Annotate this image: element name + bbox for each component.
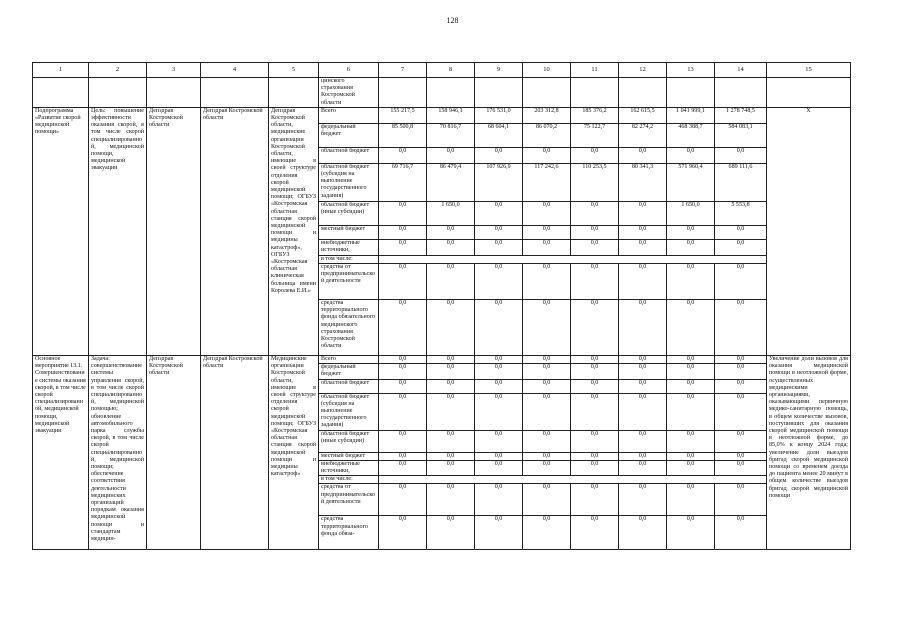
value-cell: 0,0: [523, 201, 571, 225]
value-cell: 86 479,4: [427, 163, 475, 201]
empty-cell: [33, 78, 89, 108]
value-cell: 0,0: [667, 225, 715, 239]
value-cell: 0,0: [427, 147, 475, 163]
funding-source: Всего: [319, 107, 379, 123]
value-cell: 0,0: [379, 356, 427, 364]
value-cell: 1 650,0: [427, 201, 475, 225]
budget-table: [32, 62, 851, 550]
value-cell: 1 041 999,1: [667, 107, 715, 123]
value-cell: 0,0: [475, 201, 523, 225]
value-cell: 0,0: [715, 356, 767, 364]
value-cell: 571 960,4: [667, 163, 715, 201]
value-cell: 0,0: [379, 201, 427, 225]
value-cell: 0,0: [619, 356, 667, 364]
value-cell: 0,0: [667, 460, 715, 475]
value-cell: 0,0: [571, 430, 619, 452]
value-cell: 0,0: [619, 484, 667, 516]
value-cell: 0,0: [475, 379, 523, 393]
value-cell: 1 278 748,5: [715, 107, 767, 123]
value-cell: 0,0: [571, 364, 619, 379]
value-cell: 0,0: [379, 460, 427, 475]
value-cell: 0,0: [475, 393, 523, 430]
column-number: 12: [619, 63, 667, 78]
value-cell: 155 217,5: [379, 107, 427, 123]
value-cell: 0,0: [619, 393, 667, 430]
goal-task: Задача: совершенствование системы управления скорой, в том числе скорой специализированной, медицинской помощью; обновление автомобильного парка службы скорой, в том числе скорой специализированной, медицинской помощи; обеспечение соответствия деятельности медицинских организаций порядкам оказания медицинской помощи и стандартам медицин-: [89, 356, 147, 550]
value-cell: 0,0: [619, 225, 667, 239]
funding-source: местный бюджет: [319, 225, 379, 239]
value-cell: 0,0: [715, 452, 767, 460]
value-cell: 203 312,8: [523, 107, 571, 123]
value-cell: 0,0: [667, 356, 715, 364]
value-cell: 0,0: [475, 225, 523, 239]
value-cell: 162 615,5: [619, 107, 667, 123]
value-cell: 82 274,2: [619, 123, 667, 147]
value-cell: 0,0: [571, 379, 619, 393]
funding-source: областной бюджет (иные субсидии): [319, 201, 379, 225]
value-cell: 117 242,6: [523, 163, 571, 201]
column-number: 6: [319, 63, 379, 78]
value-cell: 85 500,8: [379, 123, 427, 147]
value-cell: 0,0: [475, 484, 523, 516]
value-cell: 0,0: [619, 379, 667, 393]
value-cell: 0,0: [523, 516, 571, 550]
column-number: 1: [33, 63, 89, 78]
funding-source: внебюджетные источники,: [319, 239, 379, 255]
program-name: Подпрограмма «Развитие скорой медицинской помощи»: [33, 107, 89, 355]
funding-source: средства территориального фонда обяза-: [319, 516, 379, 550]
value-cell: 0,0: [523, 300, 571, 356]
value-cell: 0,0: [475, 516, 523, 550]
value-cell: 0,0: [379, 239, 427, 255]
value-cell: 0,0: [475, 264, 523, 300]
value-cell: 689 111,6: [715, 163, 767, 201]
participants: Депздрав Костромской области, медицинские организации Костромской области, имеющие в своей структуре отделения скорой медицинской помощи; ОГБУЗ «Костромская областная станция скорой медицинской помощи и медицины катастроф», ОГБУЗ «Костромская областная клиническая больница имени Королева Е.И.»: [269, 107, 319, 355]
responsible-executor: Депздрав Костромской области: [147, 356, 201, 550]
value-cell: 0,0: [619, 460, 667, 475]
value-cell: 0,0: [427, 264, 475, 300]
column-number: 4: [201, 63, 269, 78]
value-cell: 0,0: [571, 264, 619, 300]
column-number: 9: [475, 63, 523, 78]
empty-cell: [475, 78, 523, 108]
value-cell: 0,0: [475, 239, 523, 255]
value-cell: 0,0: [571, 393, 619, 430]
participants: Медицинские организации Костромской области, имеющие в своей структуре отделения скорой медицинской помощи; ОГБУЗ «Костромская областная станция скорой медицинской помощи и медицины катастроф»: [269, 356, 319, 550]
column-number: 5: [269, 63, 319, 78]
value-cell: 0,0: [715, 484, 767, 516]
value-cell: 0,0: [379, 393, 427, 430]
value-cell: 0,0: [523, 452, 571, 460]
value-cell: 0,0: [427, 364, 475, 379]
column-number: 7: [379, 63, 427, 78]
value-cell: 0,0: [619, 264, 667, 300]
value-cell: 0,0: [427, 452, 475, 460]
empty-value-cell: [379, 255, 767, 263]
value-cell: 0,0: [667, 430, 715, 452]
funding-source: внебюджетные источники,: [319, 460, 379, 475]
funding-source: областной бюджет (субсидия на выполнение государственного задания): [319, 393, 379, 430]
empty-cell: [379, 78, 427, 108]
value-cell: 0,0: [523, 430, 571, 452]
value-cell: 0,0: [427, 300, 475, 356]
coexecutor: Депздрав Костромской области: [201, 356, 269, 550]
value-cell: 0,0: [523, 356, 571, 364]
value-cell: 86 070,2: [523, 123, 571, 147]
funding-source: в том числе:: [319, 255, 379, 263]
value-cell: 0,0: [427, 379, 475, 393]
value-cell: 158 946,1: [427, 107, 475, 123]
value-cell: 0,0: [667, 452, 715, 460]
value-cell: 0,0: [715, 147, 767, 163]
funding-source: Всего: [319, 356, 379, 364]
value-cell: 0,0: [667, 516, 715, 550]
table-row: [33, 107, 851, 123]
empty-value-cell: [379, 476, 767, 484]
funding-source: федеральный бюджет: [319, 123, 379, 147]
value-cell: 68 604,1: [475, 123, 523, 147]
funding-source: областной бюджет: [319, 379, 379, 393]
empty-cell: [571, 78, 619, 108]
value-cell: 176 531,0: [475, 107, 523, 123]
value-cell: 0,0: [427, 356, 475, 364]
value-cell: 0,0: [571, 460, 619, 475]
empty-cell: [619, 78, 667, 108]
coexecutor: Депздрав Костромской области: [201, 107, 269, 355]
value-cell: 75 122,7: [571, 123, 619, 147]
value-cell: 0,0: [715, 300, 767, 356]
value-cell: 0,0: [379, 364, 427, 379]
value-cell: 0,0: [523, 225, 571, 239]
value-cell: 0,0: [427, 484, 475, 516]
page-number: 128: [446, 16, 459, 25]
value-cell: 0,0: [523, 484, 571, 516]
value-cell: 0,0: [379, 225, 427, 239]
value-cell: 0,0: [475, 460, 523, 475]
value-cell: 0,0: [667, 264, 715, 300]
value-cell: 0,0: [571, 239, 619, 255]
column-number: 3: [147, 63, 201, 78]
empty-cell: [667, 78, 715, 108]
value-cell: 0,0: [715, 239, 767, 255]
value-cell: 0,0: [619, 516, 667, 550]
value-cell: 0,0: [619, 239, 667, 255]
program-name: Основное мероприятие 13.1. Совершенствование системы оказания скорой, в том числе скорой специализированной, медицинской помощи, медицинской эвакуации: [33, 356, 89, 550]
value-cell: 0,0: [427, 239, 475, 255]
value-cell: 0,0: [475, 300, 523, 356]
value-cell: 0,0: [667, 239, 715, 255]
value-cell: 107 926,9: [475, 163, 523, 201]
table-row: [33, 356, 851, 364]
funding-source-continuation: цинского страхования Костромской области: [319, 78, 379, 108]
value-cell: 0,0: [475, 147, 523, 163]
value-cell: 0,0: [379, 516, 427, 550]
value-cell: 0,0: [715, 364, 767, 379]
value-cell: 0,0: [715, 460, 767, 475]
value-cell: 0,0: [475, 452, 523, 460]
value-cell: 0,0: [427, 430, 475, 452]
value-cell: 0,0: [379, 147, 427, 163]
value-cell: 0,0: [619, 147, 667, 163]
value-cell: 0,0: [571, 147, 619, 163]
empty-cell: [523, 78, 571, 108]
value-cell: 0,0: [667, 393, 715, 430]
value-cell: 185 376,2: [571, 107, 619, 123]
value-cell: 0,0: [715, 379, 767, 393]
value-cell: 0,0: [571, 484, 619, 516]
value-cell: 0,0: [523, 379, 571, 393]
value-cell: 0,0: [667, 147, 715, 163]
value-cell: 0,0: [523, 364, 571, 379]
value-cell: 0,0: [523, 147, 571, 163]
value-cell: 0,0: [571, 225, 619, 239]
value-cell: 0,0: [475, 364, 523, 379]
value-cell: 0,0: [667, 364, 715, 379]
value-cell: 0,0: [619, 452, 667, 460]
value-cell: 0,0: [379, 300, 427, 356]
value-cell: 1 650,0: [667, 201, 715, 225]
column-number: 14: [715, 63, 767, 78]
value-cell: 584 083,1: [715, 123, 767, 147]
value-cell: 0,0: [715, 430, 767, 452]
value-cell: 5 553,8: [715, 201, 767, 225]
value-cell: 0,0: [379, 430, 427, 452]
column-number: 11: [571, 63, 619, 78]
value-cell: 0,0: [427, 460, 475, 475]
column-number: 15: [767, 63, 851, 78]
column-number: 13: [667, 63, 715, 78]
funding-source: местный бюджет: [319, 452, 379, 460]
value-cell: 0,0: [619, 364, 667, 379]
value-cell: 0,0: [715, 516, 767, 550]
funding-source: областной бюджет (иные субсидии): [319, 430, 379, 452]
value-cell: 0,0: [571, 201, 619, 225]
value-cell: 0,0: [715, 225, 767, 239]
value-cell: 0,0: [619, 300, 667, 356]
funding-source: областной бюджет (субсидия на выполнение государственного задания): [319, 163, 379, 201]
value-cell: 0,0: [571, 516, 619, 550]
empty-cell: [269, 78, 319, 108]
empty-cell: [767, 78, 851, 108]
header-row: [33, 63, 851, 78]
value-cell: 0,0: [571, 300, 619, 356]
value-cell: 0,0: [475, 356, 523, 364]
value-cell: 0,0: [667, 484, 715, 516]
value-cell: 0,0: [475, 430, 523, 452]
value-cell: 110 253,5: [571, 163, 619, 201]
value-cell: 0,0: [667, 379, 715, 393]
column-number: 10: [523, 63, 571, 78]
responsible-executor: Депздрав Костромской области: [147, 107, 201, 355]
value-cell: 0,0: [523, 264, 571, 300]
budget-table-sheet: [32, 62, 850, 550]
empty-cell: [147, 78, 201, 108]
expected-result: Х: [767, 107, 851, 355]
value-cell: 0,0: [523, 393, 571, 430]
value-cell: 468 388,7: [667, 123, 715, 147]
value-cell: 0,0: [379, 379, 427, 393]
value-cell: 0,0: [619, 430, 667, 452]
value-cell: 0,0: [379, 452, 427, 460]
empty-cell: [427, 78, 475, 108]
column-number: 8: [427, 63, 475, 78]
value-cell: 0,0: [523, 239, 571, 255]
expected-result: Увеличение доли вызовов для оказания медицинской помощи в неотложной форме, осуществленных медицинскими организациями, оказывающими первичную медико-санитарную помощь, в общем количестве вызовов, поступивших для оказания скорой медицинской помощи в неотложной форме, до 85,0% к концу 2024 года; увеличение доли выездов бригад скорой медицинской помощи со временем доезда до пациента менее 20 минут в общем количестве выездов бригад скорой медицинской помощи: [767, 356, 851, 550]
value-cell: 0,0: [379, 484, 427, 516]
value-cell: 0,0: [571, 452, 619, 460]
funding-source: средства территориального фонда обязательного медицинского страхования Костромской области: [319, 300, 379, 356]
value-cell: 0,0: [715, 264, 767, 300]
value-cell: 0,0: [619, 201, 667, 225]
value-cell: 0,0: [715, 393, 767, 430]
funding-source: областной бюджет: [319, 147, 379, 163]
value-cell: 0,0: [427, 225, 475, 239]
goal-task: Цель: повышение эффективности оказания скорой, в том числе скорой специализированной, медицинской помощи, медицинской эвакуации: [89, 107, 147, 355]
continuation-row: [33, 78, 851, 108]
funding-source: в том числе:: [319, 476, 379, 484]
value-cell: 0,0: [571, 356, 619, 364]
column-number: 2: [89, 63, 147, 78]
empty-cell: [89, 78, 147, 108]
value-cell: 0,0: [379, 264, 427, 300]
empty-cell: [715, 78, 767, 108]
value-cell: 0,0: [523, 460, 571, 475]
funding-source: средства от предпринимательской деятельности: [319, 264, 379, 300]
value-cell: 0,0: [667, 300, 715, 356]
value-cell: 0,0: [427, 516, 475, 550]
value-cell: 80 341,3: [619, 163, 667, 201]
funding-source: федеральный бюджет: [319, 364, 379, 379]
funding-source: средства от предпринимательской деятельности: [319, 484, 379, 516]
empty-cell: [201, 78, 269, 108]
value-cell: 69 716,7: [379, 163, 427, 201]
value-cell: 70 816,7: [427, 123, 475, 147]
value-cell: 0,0: [427, 393, 475, 430]
